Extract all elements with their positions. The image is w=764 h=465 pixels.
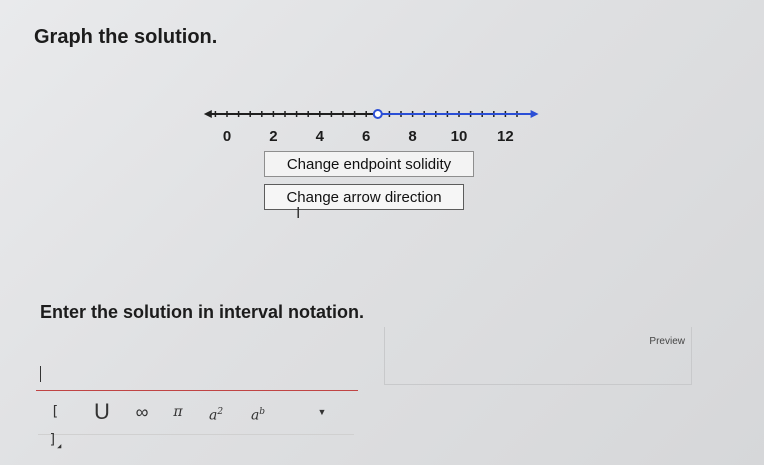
- text-cursor-icon: I: [296, 205, 301, 222]
- answer-input[interactable]: [36, 356, 358, 391]
- text-caret: [40, 366, 41, 382]
- union-button[interactable]: U: [94, 399, 110, 424]
- square-base: a: [208, 407, 218, 424]
- endpoint-circle: [374, 110, 382, 118]
- axis-left-arrow-icon: [204, 110, 212, 118]
- chevron-down-icon[interactable]: ▼: [317, 407, 327, 417]
- power-button[interactable]: [244, 398, 272, 426]
- interval-brackets-icon: [ ]: [48, 404, 60, 448]
- power-exponent: b: [259, 407, 266, 417]
- preview-label: Preview: [649, 336, 685, 347]
- interval-brackets-button[interactable]: [44, 398, 66, 450]
- corner-mark-icon: ◢: [57, 441, 62, 450]
- number-line-graph[interactable]: [195, 104, 540, 150]
- change-arrow-direction-button[interactable]: Change arrow direction: [264, 184, 464, 210]
- change-endpoint-solidity-button[interactable]: Change endpoint solidity: [264, 151, 474, 177]
- math-toolbar: [38, 396, 354, 450]
- tick-label: 8: [408, 128, 417, 145]
- square-exponent: 2: [217, 407, 224, 417]
- power-base: a: [250, 407, 260, 424]
- pi-button[interactable]: π: [173, 404, 183, 420]
- tick-label: 0: [222, 128, 232, 145]
- solution-arrow-icon: [531, 110, 539, 118]
- square-button[interactable]: [204, 398, 228, 426]
- tick-label: 4: [315, 128, 324, 145]
- tick-label: 12: [497, 128, 514, 145]
- infinity-button[interactable]: ∞: [135, 402, 149, 422]
- tick-label: 10: [450, 128, 468, 145]
- tick-label: 6: [362, 128, 371, 145]
- tick-label: 2: [269, 128, 278, 145]
- answer-prompt: Enter the solution in interval notation.: [40, 302, 365, 322]
- question-title: Graph the solution.: [34, 26, 218, 48]
- preview-box: [384, 327, 692, 385]
